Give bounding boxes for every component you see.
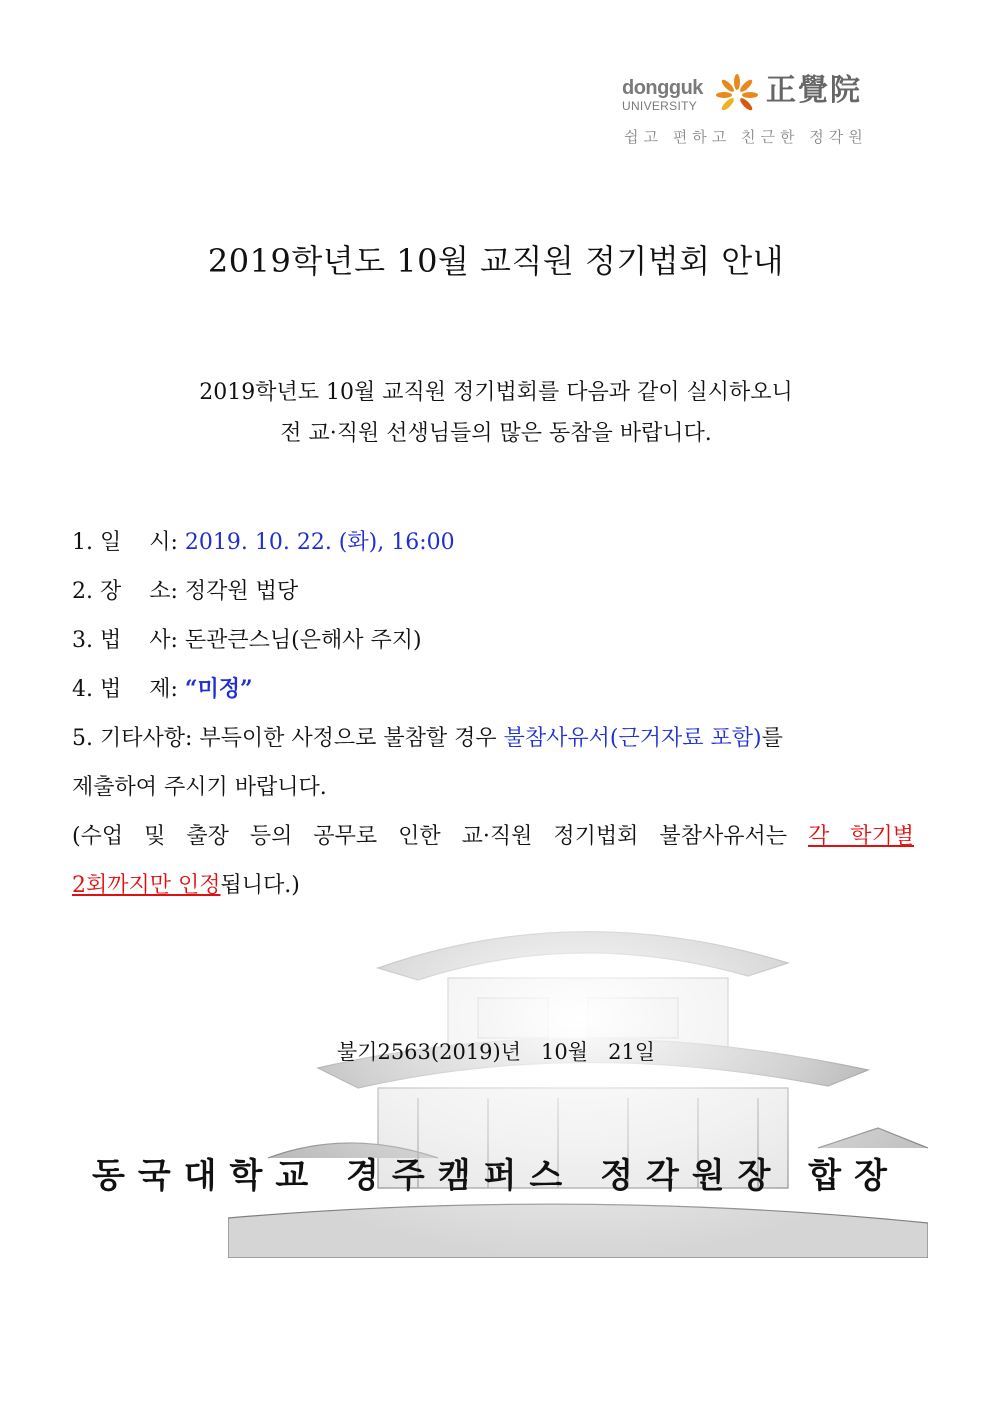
item-label: 1. 일 시: — [72, 530, 185, 555]
logo — [618, 72, 883, 152]
list-item-topic — [72, 665, 922, 714]
logo-wordmark — [622, 78, 703, 112]
issue-date: 불기2563(2019)년 10월 21일 — [336, 1040, 656, 1064]
details-list — [72, 518, 922, 910]
item-value: 돈관큰스님(은해사 주지) — [184, 628, 422, 653]
other-highlight: 불참사유서(근거자료 포함) — [503, 726, 762, 751]
intro-line-2: 전 교·직원 선생님들의 많은 동참을 바랍니다. — [280, 421, 712, 446]
intro-text — [0, 372, 992, 454]
item-label: 3. 법 사: — [72, 628, 185, 653]
other-prefix: 5. 기타사항: 부득이한 사정으로 불참할 경우 — [72, 726, 504, 751]
lotus-icon — [716, 74, 758, 116]
list-item-speaker — [72, 616, 922, 665]
item-label: 2. 장 소: — [72, 579, 185, 604]
other-suffix: 를 — [761, 726, 783, 751]
note-red-2: 2회까지만 인정 — [72, 873, 221, 898]
item-value: “미정” — [184, 676, 253, 702]
note-red-1: 각 학기별 — [807, 824, 914, 849]
note-suffix: 됩니다.) — [220, 873, 300, 898]
signature: 동국대학교 경주캠퍼스 정각원장 합장 — [91, 1156, 900, 1196]
item-value: 정각원 법당 — [184, 579, 299, 604]
item-label: 4. 법 제: — [72, 677, 185, 702]
note-line-1 — [72, 812, 914, 861]
list-item-other — [72, 714, 922, 763]
page-title: 2019학년도 10월 교직원 정기법회 안내 — [207, 242, 785, 280]
logo-brand: dongguk — [622, 77, 703, 99]
note-prefix: (수업 및 출장 등의 공무로 인한 교·직원 정기법회 불참사유서는 — [72, 824, 808, 849]
logo-slogan: 쉽고 편하고 친근한 정각원 — [624, 128, 868, 146]
list-item-datetime — [72, 518, 922, 567]
item-value: 2019. 10. 22. (화), 16:00 — [184, 530, 455, 555]
logo-university: UNIVERSITY — [622, 99, 698, 113]
list-item-place — [72, 567, 922, 616]
intro-line-1: 2019학년도 10월 교직원 정기법회를 다음과 같이 실시하오니 — [199, 380, 793, 405]
other-line-2: 제출하여 주시기 바랍니다. — [72, 775, 327, 800]
note-line-2 — [72, 861, 922, 910]
logo-hanja: 正覺院 — [766, 73, 862, 108]
